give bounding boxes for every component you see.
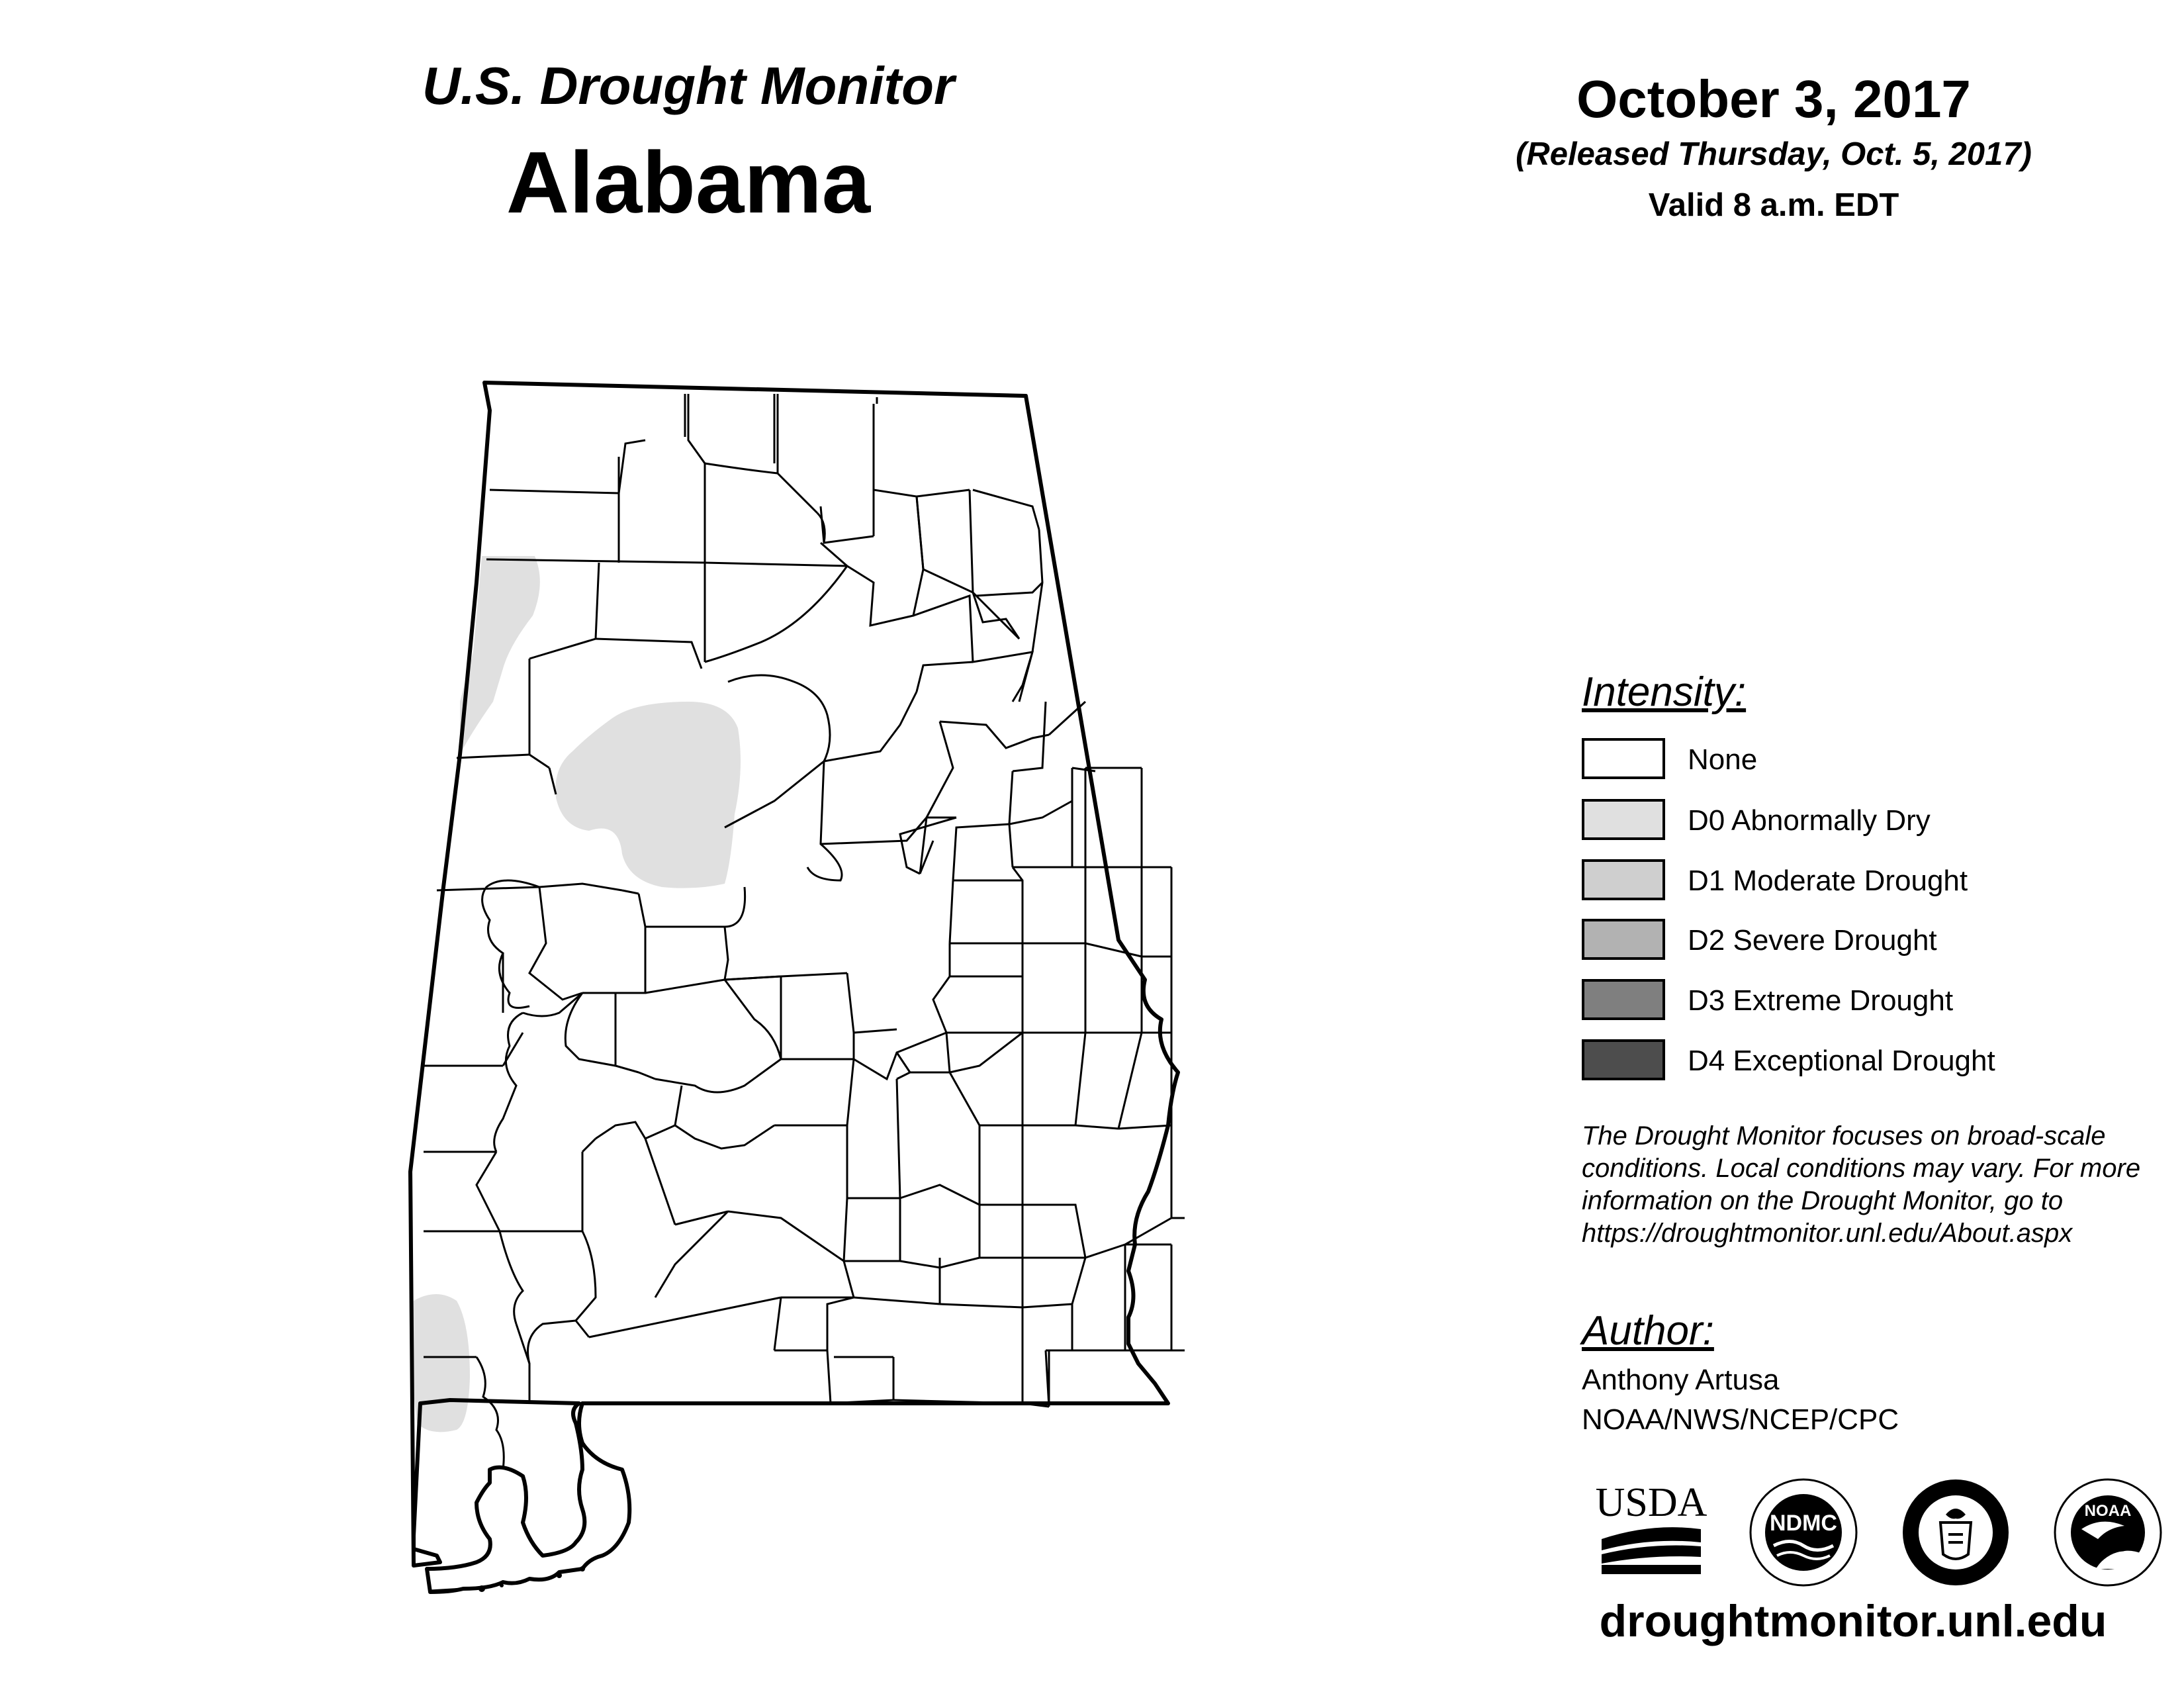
noaa-text: NOAA	[2084, 1502, 2132, 1520]
usda-icon	[1595, 1476, 1707, 1575]
author-name: Anthony Artusa	[1582, 1364, 1780, 1396]
noaa-icon	[2052, 1476, 2164, 1589]
d0-area-northwest	[460, 556, 540, 755]
valid-time: Valid 8 a.m. EDT	[1648, 187, 1899, 223]
ndmc-logo	[1747, 1476, 1860, 1589]
legend-label: D1 Moderate Drought	[1688, 865, 1968, 897]
legend-swatch-d0	[1582, 799, 1665, 840]
legend-swatch-d2	[1582, 919, 1665, 960]
legend-label: D3 Extreme Drought	[1688, 984, 1954, 1017]
usda-logo	[1595, 1476, 1707, 1575]
map-subtitle: U.S. Drought Monitor	[422, 56, 955, 115]
legend-label: None	[1688, 743, 1758, 776]
author-org: NOAA/NWS/NCEP/CPC	[1582, 1403, 1899, 1436]
commerce-logo	[1899, 1476, 2012, 1589]
legend-swatch-d4	[1582, 1039, 1665, 1080]
map-date: October 3, 2017	[1576, 70, 1971, 128]
d0-area-central	[555, 702, 741, 888]
author-title: Author:	[1582, 1308, 1714, 1354]
map-title: Alabama	[506, 134, 871, 231]
legend-swatch-d3	[1582, 979, 1665, 1020]
website-url[interactable]: droughtmonitor.unl.edu	[1599, 1596, 2107, 1646]
ndmc-icon	[1747, 1476, 1860, 1589]
legend-label: D2 Severe Drought	[1688, 924, 1937, 957]
noaa-logo	[2052, 1476, 2164, 1589]
usda-text: USDA	[1595, 1480, 1707, 1525]
legend-label: D4 Exceptional Drought	[1688, 1045, 1995, 1077]
legend-swatch-d1	[1582, 859, 1665, 900]
legend-title: Intensity:	[1582, 669, 1747, 715]
commerce-seal-icon	[1899, 1476, 2012, 1589]
county-lines	[424, 394, 1185, 1470]
release-date: (Released Thursday, Oct. 5, 2017)	[1516, 136, 2032, 172]
legend-label: D0 Abnormally Dry	[1688, 804, 1931, 837]
ndmc-text: NDMC	[1770, 1511, 1837, 1536]
legend-swatch-none	[1582, 738, 1665, 779]
disclaimer-text: The Drought Monitor focuses on broad-scale conditions. Local conditions may vary. For more information on the Drought Monitor, go to https://droughtmonitor.unl.edu/About.aspx	[1582, 1121, 2141, 1248]
